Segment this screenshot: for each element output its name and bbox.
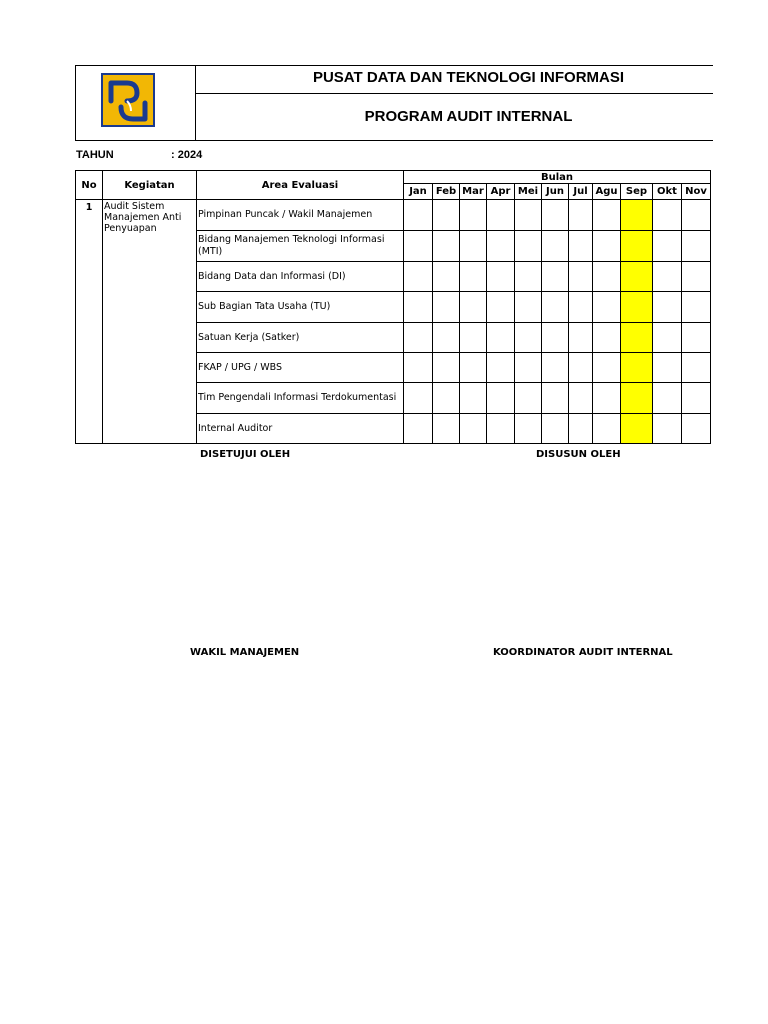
month-cell (404, 353, 433, 383)
month-cell (433, 323, 460, 353)
month-cell (487, 262, 515, 292)
month-cell (404, 383, 433, 414)
month-header: Okt (653, 184, 682, 200)
month-cell (653, 200, 682, 231)
month-cell (404, 262, 433, 292)
kegiatan-cell: Audit Sistem Manajemen Anti Penyuapan (103, 200, 197, 444)
month-cell-highlighted (621, 414, 653, 444)
month-cell (682, 200, 711, 231)
month-cell (433, 231, 460, 262)
month-cell (569, 353, 593, 383)
month-cell (653, 353, 682, 383)
col-header-bulan: Bulan (404, 171, 711, 184)
col-header-area: Area Evaluasi (197, 171, 404, 200)
month-cell (487, 323, 515, 353)
month-cell-highlighted (621, 353, 653, 383)
month-cell (433, 353, 460, 383)
month-header: Mar (460, 184, 487, 200)
month-cell (404, 414, 433, 444)
month-header: Jul (569, 184, 593, 200)
month-cell (460, 323, 487, 353)
month-cell (515, 231, 542, 262)
month-cell (433, 262, 460, 292)
month-cell (542, 262, 569, 292)
prepared-by-label: DISUSUN OLEH (536, 449, 621, 460)
month-cell (460, 262, 487, 292)
month-cell (542, 383, 569, 414)
month-header: Apr (487, 184, 515, 200)
area-evaluasi-cell: Bidang Manajemen Teknologi Informasi (MTI) (197, 231, 404, 262)
month-header: Jan (404, 184, 433, 200)
month-cell (460, 414, 487, 444)
month-cell (487, 414, 515, 444)
month-cell (542, 353, 569, 383)
month-cell (487, 292, 515, 323)
approved-by-label: DISETUJUI OLEH (200, 449, 291, 460)
month-cell (404, 323, 433, 353)
month-cell (460, 292, 487, 323)
month-cell (515, 262, 542, 292)
year-label: TAHUN (76, 149, 114, 161)
month-cell-highlighted (621, 262, 653, 292)
month-cell-highlighted (621, 323, 653, 353)
title-divider (196, 93, 713, 94)
month-cell (487, 353, 515, 383)
area-evaluasi-cell: Bidang Data dan Informasi (DI) (197, 262, 404, 292)
document-title: PUSAT DATA DAN TEKNOLOGI INFORMASI (312, 69, 625, 86)
area-evaluasi-cell: Pimpinan Puncak / Wakil Manajemen (197, 200, 404, 231)
month-cell (515, 414, 542, 444)
month-cell (653, 323, 682, 353)
month-cell-highlighted (621, 200, 653, 231)
month-cell (593, 231, 621, 262)
audit-schedule-table (75, 170, 711, 444)
month-cell (593, 414, 621, 444)
month-cell (569, 262, 593, 292)
month-cell-highlighted (621, 231, 653, 262)
month-cell (593, 383, 621, 414)
month-cell-highlighted (621, 292, 653, 323)
month-cell (653, 383, 682, 414)
month-cell (682, 383, 711, 414)
month-cell (542, 292, 569, 323)
approver-title: WAKIL MANAJEMEN (190, 647, 300, 658)
month-cell (433, 200, 460, 231)
month-cell (682, 262, 711, 292)
month-cell (682, 292, 711, 323)
month-cell (593, 323, 621, 353)
month-cell (515, 323, 542, 353)
month-cell (515, 292, 542, 323)
month-cell (653, 262, 682, 292)
month-cell (569, 200, 593, 231)
month-cell (433, 383, 460, 414)
month-header: Nov (682, 184, 711, 200)
area-evaluasi-cell: Tim Pengendali Informasi Terdokumentasi (197, 383, 404, 414)
month-header: Feb (433, 184, 460, 200)
month-cell (460, 200, 487, 231)
month-cell (542, 231, 569, 262)
document-subtitle: PROGRAM AUDIT INTERNAL (364, 108, 573, 125)
col-header-kegiatan: Kegiatan (103, 171, 197, 200)
area-evaluasi-cell: FKAP / UPG / WBS (197, 353, 404, 383)
month-cell (569, 414, 593, 444)
row-number: 1 (76, 200, 103, 444)
month-header: Agu (593, 184, 621, 200)
month-cell (653, 231, 682, 262)
month-cell (404, 292, 433, 323)
month-cell (593, 292, 621, 323)
month-cell (542, 200, 569, 231)
month-cell (542, 414, 569, 444)
month-cell (460, 383, 487, 414)
month-header: Sep (621, 184, 653, 200)
month-cell (460, 353, 487, 383)
month-cell (487, 231, 515, 262)
month-cell (487, 383, 515, 414)
month-cell (433, 292, 460, 323)
month-cell (682, 414, 711, 444)
table-row (76, 200, 711, 231)
month-cell (653, 292, 682, 323)
month-cell (682, 323, 711, 353)
month-cell-highlighted (621, 383, 653, 414)
month-cell (433, 414, 460, 444)
month-cell (460, 231, 487, 262)
month-cell (404, 200, 433, 231)
col-header-no: No (76, 171, 103, 200)
month-cell (682, 353, 711, 383)
month-cell (569, 231, 593, 262)
month-cell (404, 231, 433, 262)
month-cell (569, 323, 593, 353)
month-header: Jun (542, 184, 569, 200)
area-evaluasi-cell: Satuan Kerja (Satker) (197, 323, 404, 353)
preparer-title: KOORDINATOR AUDIT INTERNAL (493, 647, 673, 658)
month-cell (569, 292, 593, 323)
month-cell (682, 231, 711, 262)
pu-logo-icon (101, 73, 155, 129)
area-evaluasi-cell: Sub Bagian Tata Usaha (TU) (197, 292, 404, 323)
month-cell (487, 200, 515, 231)
month-cell (569, 383, 593, 414)
area-evaluasi-cell: Internal Auditor (197, 414, 404, 444)
month-cell (593, 262, 621, 292)
month-cell (653, 414, 682, 444)
month-cell (515, 200, 542, 231)
month-cell (515, 353, 542, 383)
month-cell (542, 323, 569, 353)
month-cell (593, 353, 621, 383)
month-cell (593, 200, 621, 231)
month-cell (515, 383, 542, 414)
year-value: : 2024 (171, 149, 203, 161)
month-header: Mei (515, 184, 542, 200)
